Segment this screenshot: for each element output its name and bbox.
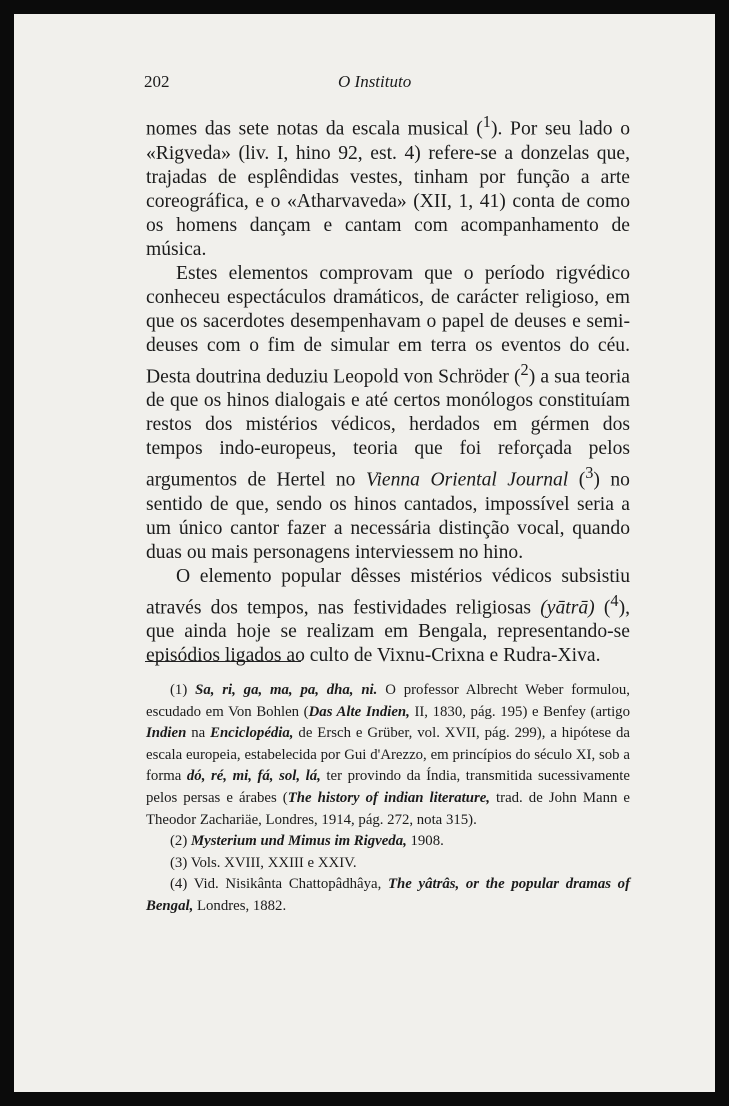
footnote-ref-1: 1 [482, 112, 491, 131]
footnote-ref-4: 4 [610, 590, 619, 610]
note-italic: Indien [146, 725, 187, 742]
text-run: nomes das sete notas da escala musical ( [146, 118, 483, 140]
note-italic: dó, ré, mi, fá, sol, lá, [186, 768, 321, 785]
footnote-mark: (2) [170, 833, 188, 850]
note-text: trad. de John Mann e Theodor Zachariäe, Londres, 1914, pág. 272, nota 315). [146, 789, 630, 828]
text-run: ), que ainda hoje se realizam em Bengala, representando-se episódios ligados ao culto de Vixnu-Crixna e Rudra-Xiva. [146, 597, 630, 667]
paragraph-1 [146, 110, 630, 262]
text-run: ( [568, 469, 586, 491]
note-text: Londres, 1882. [193, 897, 287, 914]
note-text: Vid. Nisikânta Chattopâdhâya, [193, 876, 388, 893]
text-run: Estes elementos comprovam que o período rigvédico conheceu espectáculos dramáticos, de carácter religioso, em que os sacerdotes desempenhavam o papel de deuses e semi-deuses com o fim de simular em terra os eventos do céu. Desta doutrina deduziu Leopold von Schröder ( [146, 262, 630, 388]
footnote-ref-3: 3 [585, 463, 594, 483]
book-page [14, 14, 715, 1092]
journal-title: Vienna Oriental Journal [365, 469, 569, 491]
note-text: de Ersch e Grüber, vol. XVII, pág. 299), a hipótese da escala europeia, estabelecida por Gui d'Arezzo, em princípios do século XI, sob a forma [146, 725, 630, 785]
paragraph-2 [146, 262, 630, 565]
note-text: Vols. XVIII, XXIII e XXIV. [190, 854, 357, 871]
footnote-mark: (3) [170, 854, 188, 871]
note-italic: Mysterium und Mimus im Rigveda, [190, 833, 407, 850]
note-italic: Sa, ri, ga, ma, pa, dha, ni. [195, 682, 378, 698]
note-italic: Das Alte Indien, [308, 703, 410, 720]
text-run: ). Por seu lado o «Rigveda» (liv. I, hino 92, est. 4) refere-se a donzelas que, trajadas de esplêndidas vestes, tinham por função a arte coreográfica, e o «Atharvaveda» (XII, 1, 41) conta de como os homens dançam e cantam com acompanhamento de música. [146, 118, 630, 260]
note-text: II, 1830, pág. 195) e Benfey (artigo [409, 703, 630, 720]
page-number: 202 [144, 72, 170, 91]
footnote-3 [146, 853, 630, 875]
paragraph-3 [146, 565, 630, 669]
text-run: ) a sua teoria de que os hinos dialogais e até certos monólogos constituíam restos dos mistérios védicos, herdados em gérmen dos tempos indo-europeus, teoria que foi reforçada pelos argumentos de Hertel no [146, 366, 630, 491]
text-run: ) no sentido de que, sendo os hinos cantados, impossível seria a um único cantor fazer a necessária distinção vocal, quando duas ou mais personagens interviessem no hino. [146, 469, 630, 563]
footnote-mark: (4) [170, 876, 188, 893]
note-text: 1908. [406, 833, 444, 850]
note-text: ter provindo da Índia, transmitida sucessivamente pelos persas e árabes ( [146, 768, 630, 806]
footnote-4 [146, 874, 630, 917]
note-italic: The yâtrâs, or the popular dramas of Bengal, [146, 876, 630, 914]
text-run: O elemento popular dêsses mistérios védicos subsistiu através dos tempos, nas festividades religiosas [146, 565, 630, 619]
main-text [146, 110, 630, 668]
text-run: ( [594, 597, 611, 619]
footnotes [146, 680, 630, 918]
footnote-ref-2: 2 [520, 359, 529, 379]
footnote-2 [146, 831, 630, 853]
footnote-mark: (1) [170, 682, 188, 698]
footnote-divider [145, 661, 301, 662]
footnote-1 [146, 680, 630, 831]
running-title: O Instituto [338, 72, 412, 91]
note-text: na [186, 725, 211, 742]
term-yatra: (yātrā) [540, 597, 595, 619]
note-italic: The history of indian literature, [287, 789, 490, 806]
note-text: O professor Albrecht Weber formulou, escudado em Von Bohlen ( [146, 682, 630, 720]
note-italic: Enciclopédia, [210, 725, 294, 742]
